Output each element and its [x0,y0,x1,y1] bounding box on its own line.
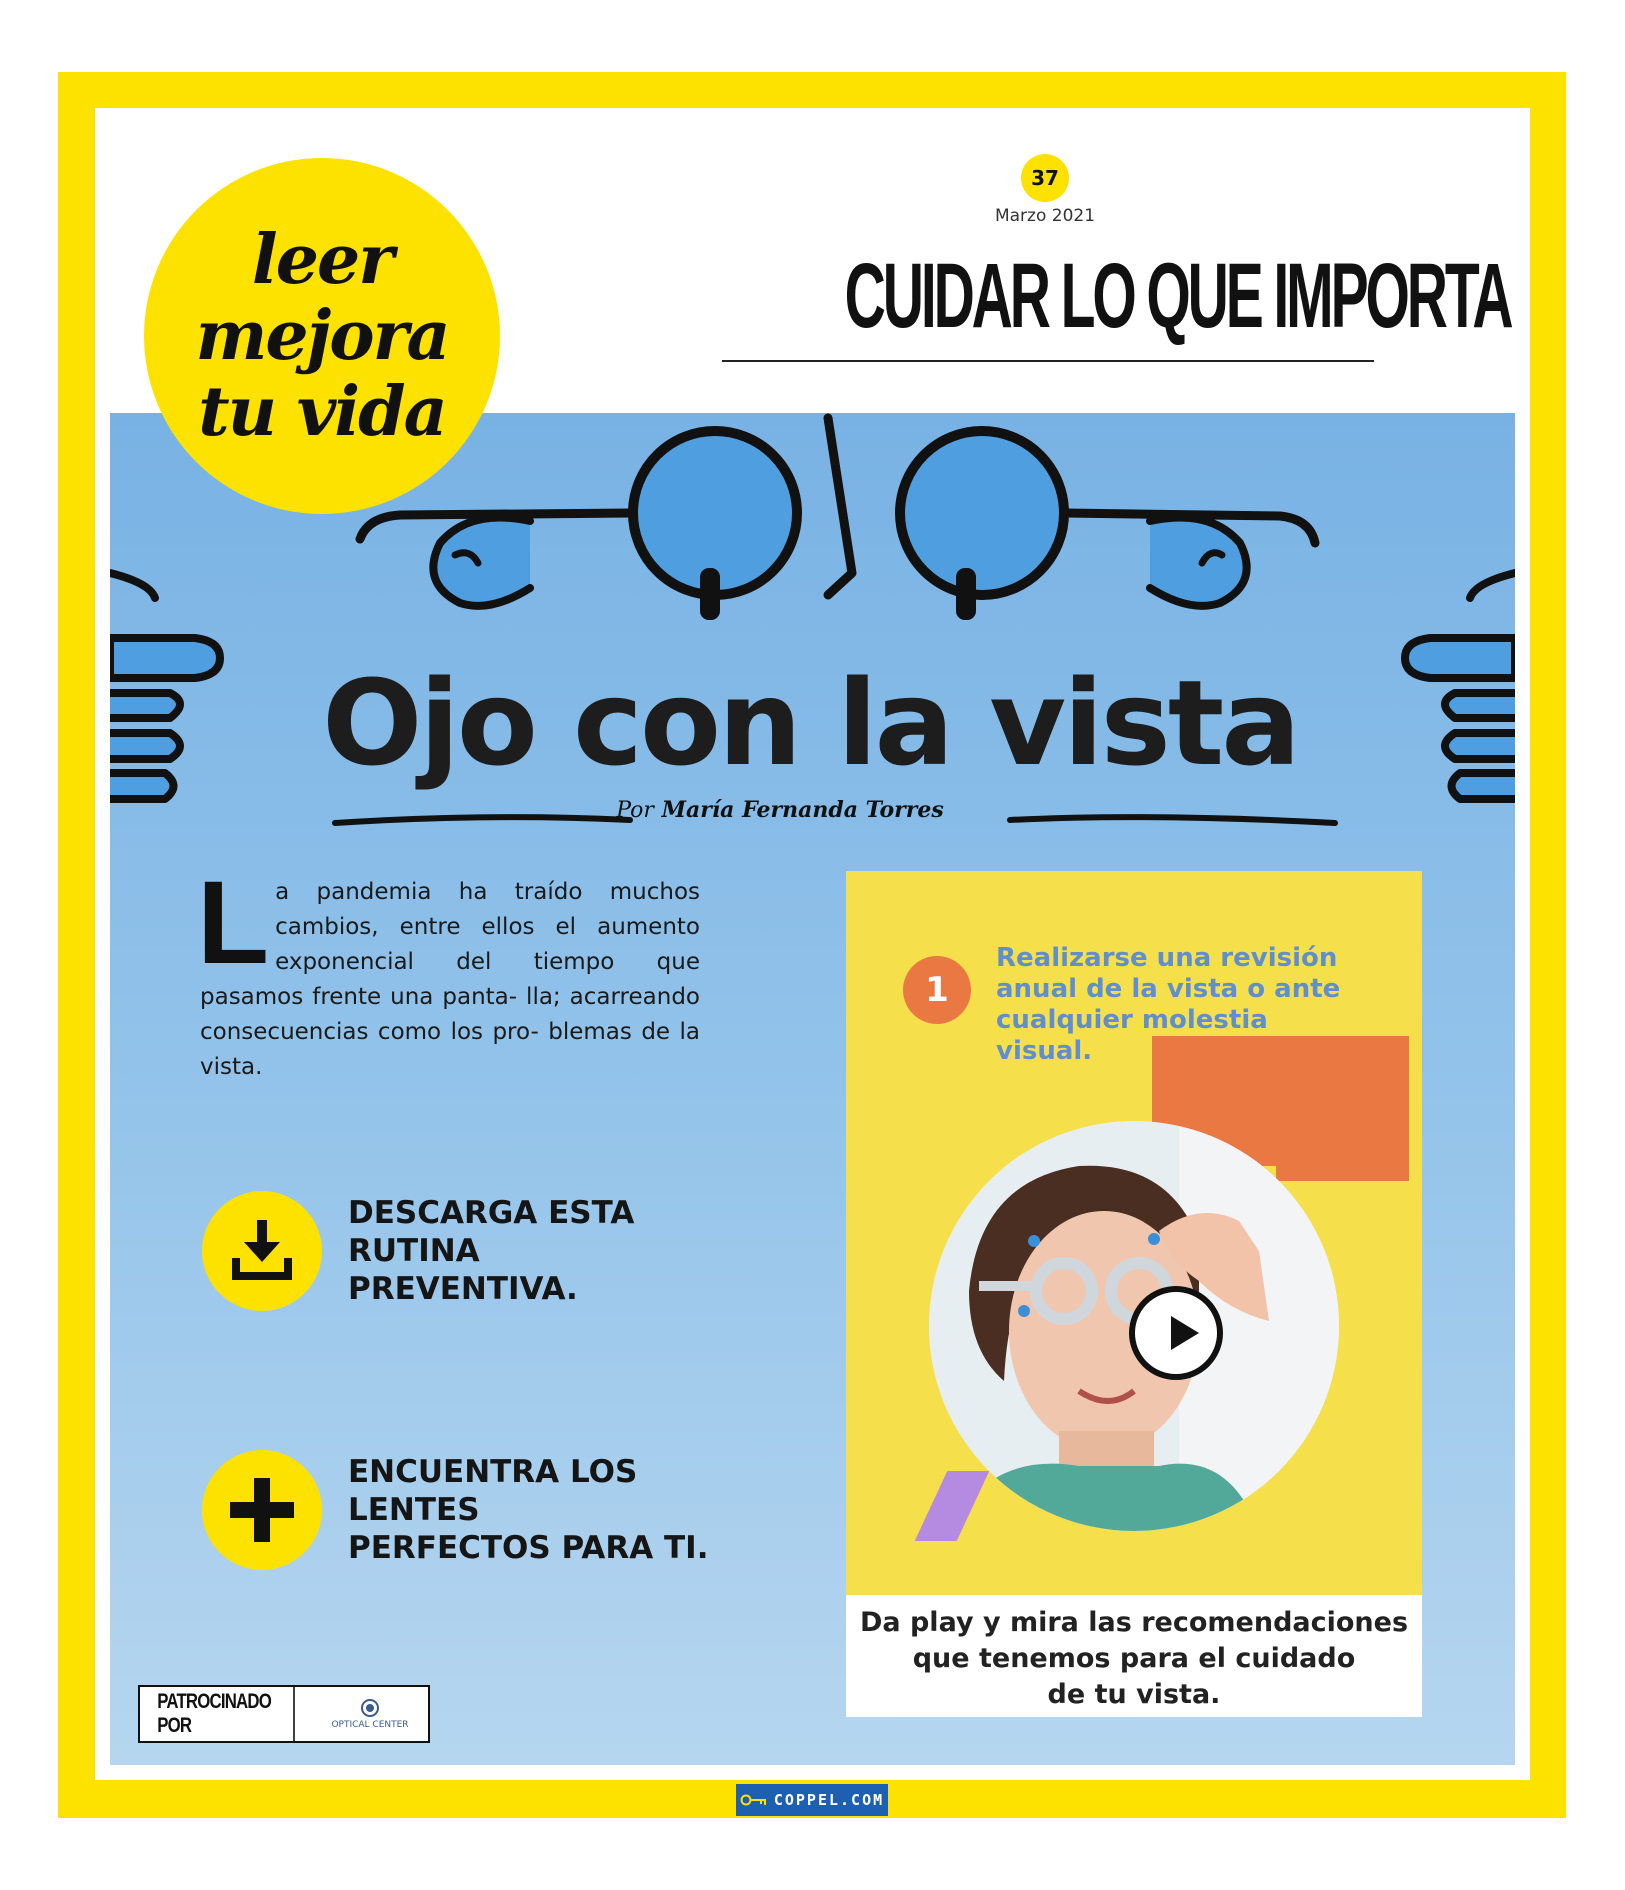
drop-cap: L [197,857,270,989]
badge-line-2: mejora [195,296,449,376]
title-divider [722,360,1374,362]
decorative-slash [915,1471,990,1541]
byline [580,797,980,823]
find-lenses-button[interactable] [202,1450,722,1570]
badge-line-1: leer [251,220,393,300]
download-routine-button[interactable] [202,1191,722,1311]
read-better-badge [144,158,500,514]
plus-icon [202,1450,322,1570]
site-link-text: COPPEL.COM [773,1791,885,1809]
sponsor-label: PATROCINADO POR [157,1687,295,1741]
play-icon[interactable] [1129,1286,1223,1380]
video-player[interactable] [846,871,1422,1595]
coppel-link[interactable] [736,1784,888,1816]
issue-date: Marzo 2021 [994,206,1096,226]
intro-text: a pandemia ha traído muchos cambios, entre ellos el aumento exponencial del tiempo que pasamos frente una panta- lla; acarreando consecuencias como los pro- blemas de la vista. [200,879,700,1080]
author-name: María Fernanda Torres [661,797,944,823]
step-text: Realizarse una revisión anual de la vista o ante cualquier molestia visual. [996,943,1341,1066]
sponsor-box [138,1685,430,1743]
download-icon [202,1191,322,1311]
sponsor-logo-text: OPTICAL CENTER [331,1720,409,1730]
page-number: 37 [1021,154,1069,202]
article-panel [110,413,1515,1765]
optical-center-icon [360,1698,380,1718]
key-icon [740,1794,768,1806]
download-routine-label: DESCARGA ESTA RUTINA PREVENTIVA. [348,1195,635,1307]
byline-prefix: Por [616,798,654,823]
decorative-block [1276,1156,1409,1181]
optical-center-logo[interactable] [312,1687,428,1741]
video-caption: Da play y mira las recomendaciones que tenemos para el cuidado de tu vista. [846,1595,1422,1717]
intro-paragraph [197,857,700,1085]
badge-line-3: tu vida [198,372,446,452]
section-title: CUIDAR LO QUE IMPORTA [844,245,1511,347]
find-lenses-label: ENCUENTRA LOS LENTES PERFECTOS PARA TI. [348,1454,709,1566]
step-number: 1 [903,956,971,1024]
article-headline: Ojo con la vista [322,654,1298,792]
